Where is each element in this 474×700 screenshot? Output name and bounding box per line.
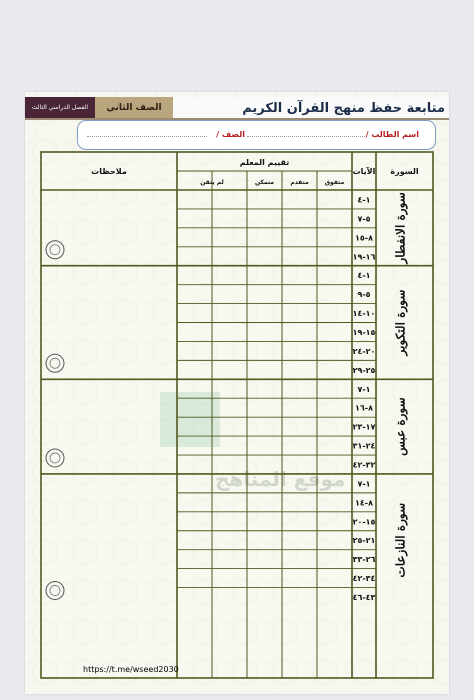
verse-range: ٢٠-٢٤ [352, 346, 376, 356]
verse-range: ١-٧ [357, 384, 371, 394]
surah-name: سورة التكوير [393, 289, 408, 356]
term-tag: الفصل الدراسي الثالث [25, 97, 95, 118]
verse-range: ١٥-١٩ [352, 327, 376, 337]
notes-header: ملاحظات [91, 167, 127, 176]
class-label: الصف / [216, 130, 245, 139]
surah-header: السورة [390, 167, 419, 176]
verse-range: ١٧-٢٣ [352, 422, 376, 432]
worksheet-page [25, 92, 449, 694]
teacher-eval-header: تقييم المعلم [239, 158, 290, 167]
eval-level-3: متمكن [254, 179, 275, 186]
verse-range: ٨-١٤ [355, 498, 373, 508]
eval-level-4: لم يتقن [200, 179, 224, 186]
verse-range: ٥-٩ [357, 290, 371, 300]
tracking-table [25, 92, 449, 694]
verse-range: ١-٤ [357, 271, 371, 281]
verse-range: ١٦-١٩ [352, 252, 376, 262]
eval-level-2: متقدم [290, 179, 309, 186]
verse-range: ٨-١٦ [355, 403, 373, 413]
verse-range: ٤٣-٤٦ [352, 592, 376, 602]
grade-tag: الصف الثاني [95, 97, 173, 118]
verse-range: ٢٤-٣١ [352, 441, 376, 451]
verse-range: ٢١-٢٥ [352, 536, 376, 546]
surah-name: سورة عبس [393, 397, 408, 456]
verse-range: ١-٤ [357, 195, 371, 205]
verse-range: ١٥-٢٠ [352, 517, 376, 527]
verses-header: الآيات [352, 167, 376, 176]
surah-name: سورة الانفطار [393, 192, 408, 264]
verse-range: ٣٤-٤٢ [352, 574, 376, 584]
footer-link: https://t.me/wseed2030 [83, 665, 179, 674]
verse-range: ١٠-١٤ [352, 309, 376, 319]
page-title: متابعة حفظ منهج القرآن الكريم [242, 101, 445, 116]
verse-range: ٢٥-٢٩ [352, 365, 376, 375]
verse-range: ٥-٧ [357, 214, 371, 224]
verse-range: ٢٦-٣٣ [352, 555, 376, 565]
verse-range: ٨-١٥ [355, 233, 373, 243]
verse-range: ١-٧ [357, 479, 371, 489]
verse-range: ٣٢-٤٢ [352, 460, 376, 470]
student-name-label: اسم الطالب / [365, 130, 419, 139]
eval-level-1: متفوق [324, 179, 345, 186]
surah-name: سورة النازعات [393, 502, 408, 578]
